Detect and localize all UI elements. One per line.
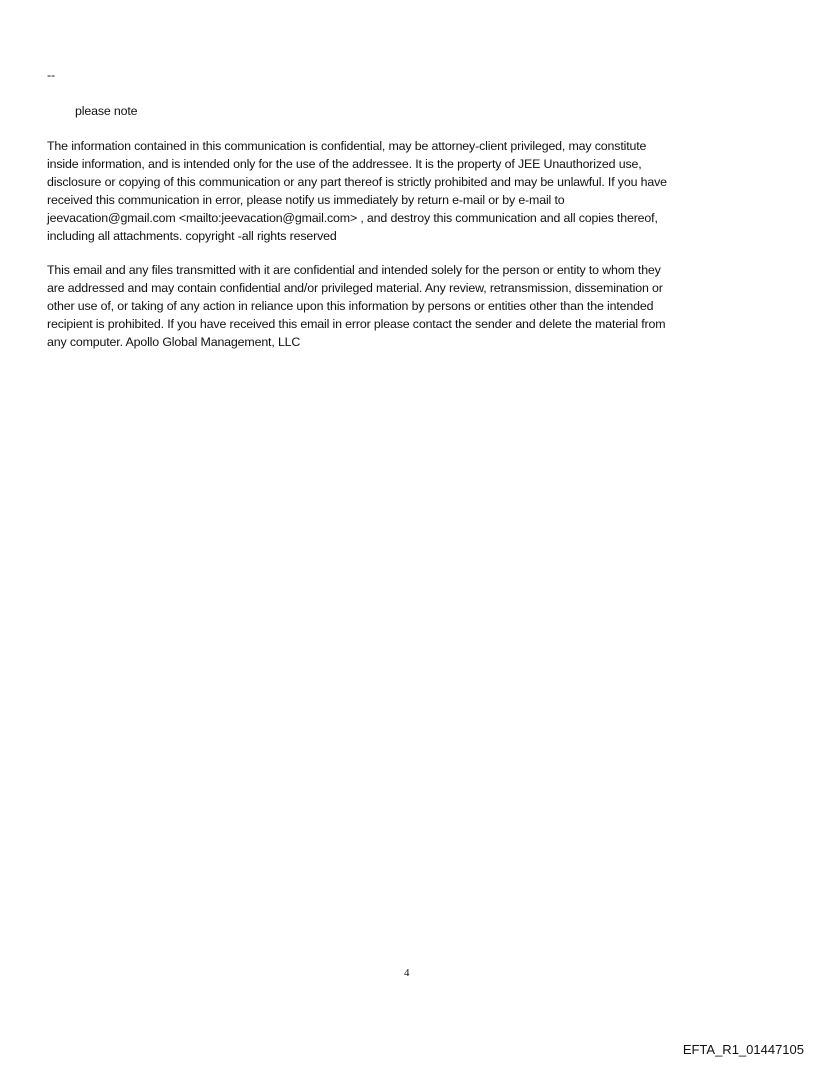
paragraph-line: recipient is prohibited. If you have received this email in error please contact the sender and delete the material from bbox=[47, 317, 666, 331]
confidentiality-paragraph bbox=[47, 137, 667, 245]
document-id-footer: EFTA_R1_01447105 bbox=[682, 1042, 804, 1057]
paragraph-line: This email and any files transmitted with it are confidential and intended solely for the person or entity to whom they bbox=[47, 263, 661, 277]
paragraph-line: received this communication in error, please notify us immediately by return e-mail or by e-mail to bbox=[47, 193, 565, 207]
note-heading: please note bbox=[75, 104, 138, 118]
disclaimer-paragraph bbox=[47, 261, 665, 351]
paragraph-line: The information contained in this communication is confidential, may be attorney-client privileged, may constitute bbox=[47, 139, 647, 153]
paragraph-line: other use of, or taking of any action in reliance upon this information by persons or entities other than the intended bbox=[47, 299, 654, 313]
paragraph-line: including all attachments. copyright -all rights reserved bbox=[47, 229, 337, 243]
paragraph-line: inside information, and is intended only for the use of the addressee. It is the property of JEE Unauthorized use, bbox=[47, 157, 642, 171]
paragraph-line: any computer. Apollo Global Management, LLC bbox=[47, 335, 301, 349]
paragraph-line: disclosure or copying of this communication or any part thereof is strictly prohibited and may be unlawful. If you have bbox=[47, 175, 667, 189]
separator: -- bbox=[47, 68, 55, 82]
page-number: 4 bbox=[404, 967, 410, 979]
paragraph-line: are addressed and may contain confidential and/or privileged material. Any review, retransmission, dissemination or bbox=[47, 281, 663, 295]
paragraph-line: jeevacation@gmail.com <mailto:jeevacation@gmail.com> , and destroy this communication and all copies thereof, bbox=[47, 211, 658, 225]
